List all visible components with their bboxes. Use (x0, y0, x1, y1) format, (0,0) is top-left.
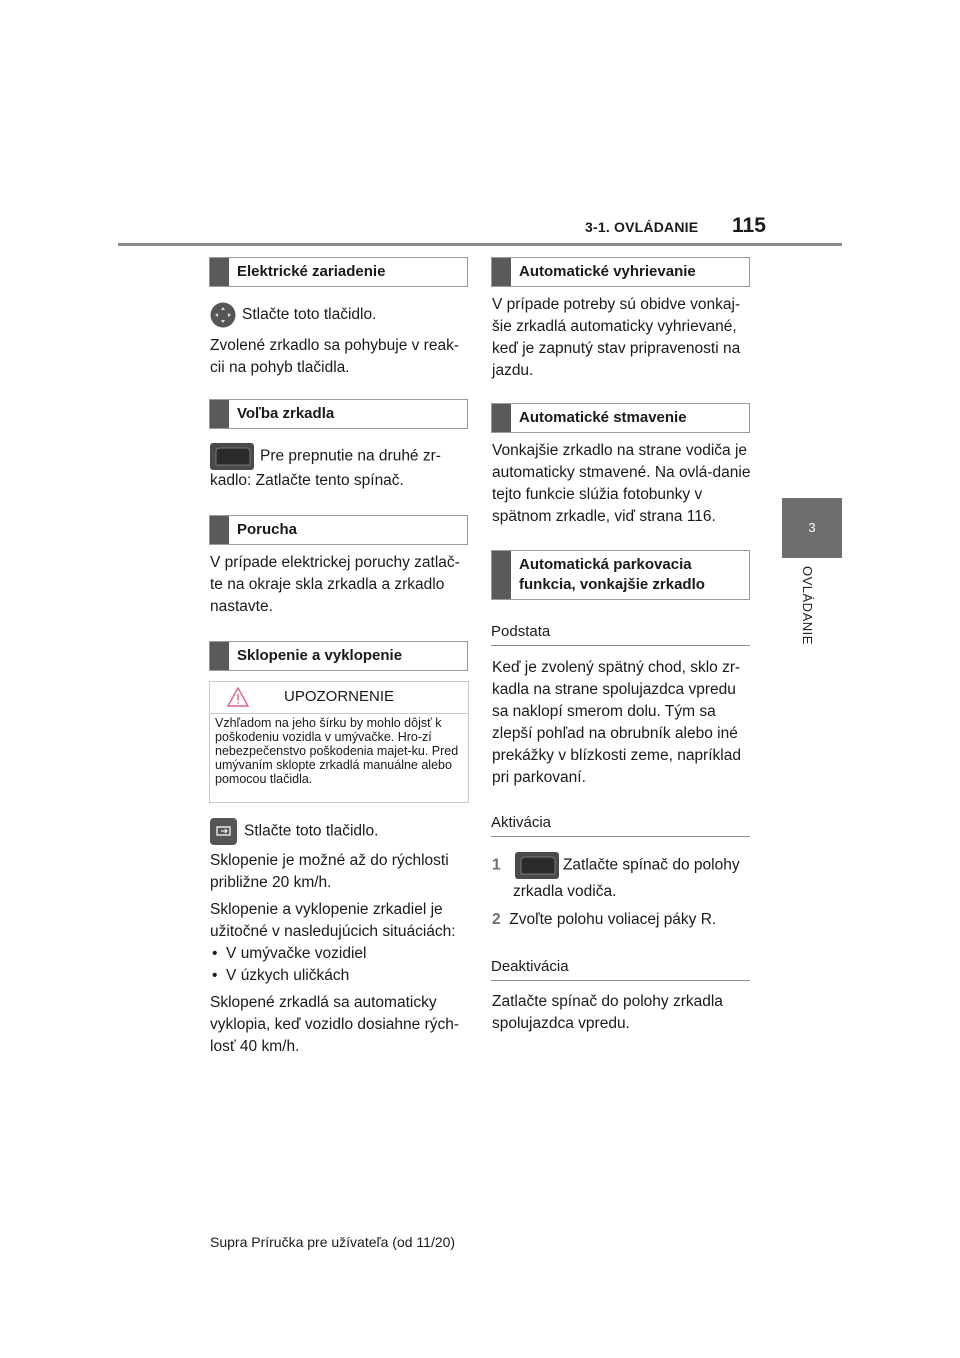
heading-heating (491, 257, 750, 287)
subheading-principle: Podstata (491, 623, 750, 646)
paragraph: Sklopenie a vyklopenie zrkadiel je užitočné v nasledujúcich situáciách: (210, 901, 456, 940)
paragraph: V prípade potreby sú obidve vonkaj-šie zrkadlá automaticky vyhrievané, keď je zapnutý stav pripravenosti na jazdu. (492, 296, 741, 379)
heading-electric (209, 257, 468, 287)
heading-bar (492, 258, 511, 286)
paragraph: Keď je zvolený spätný chod, sklo zr-kadla na strane spolujazdca vpredu sa naklopí smerom dolu. Tým sa zlepší pohľad na obrubník alebo iné prekážky v blízkosti zeme, napríklad pri parkovaní. (492, 659, 741, 786)
paragraph: Zatlačte spínač do polohy zrkadla spolujazdca vpredu. (492, 993, 723, 1032)
list-item: • V úzkych uličkách (212, 967, 350, 984)
heading-bar (492, 551, 511, 599)
list-item: • V umývačke vozidiel (212, 945, 367, 962)
paragraph (210, 818, 472, 845)
warning-box (209, 681, 469, 803)
heading-text: Porucha (237, 521, 298, 538)
heading-folding (209, 641, 468, 671)
mirror-switch-icon (210, 443, 254, 470)
step-number: 1 (492, 856, 501, 874)
page-number: 115 (732, 214, 766, 237)
heading-text: Voľba zrkadla (237, 405, 335, 422)
paragraph: V prípade elektrickej poruchy zatlač-te na okraje skla zrkadla a zrkadlo nastavte. (210, 554, 460, 615)
step-item (492, 909, 754, 931)
warning-text: Vzhľadom na jeho šírku by mohlo dôjsť k poškodeniu vozidla v umývačke. Hro-zí nebezpečenstvo poškodenia majet-ku. Pred umývaním sklopte zrkadlá manuálne alebo pomocou tlačidla. (215, 716, 459, 786)
subheading-activation: Aktivácia (491, 814, 750, 837)
heading-bar (210, 516, 229, 544)
header-divider (118, 243, 842, 246)
paragraph-text: Stlačte toto tlačidlo. (242, 306, 377, 324)
step-text: Zatlačte spínač do polohy (562, 856, 740, 874)
heading-text: Automatické stmavenie (519, 409, 687, 426)
heading-dimming (491, 403, 750, 433)
warning-title: UPOZORNENIE (283, 688, 394, 705)
mirror-joystick-icon (210, 302, 236, 328)
subheading-deactivation: Deaktivácia (491, 958, 750, 981)
heading-bar (210, 258, 229, 286)
footer-text: Supra Príručka pre užívateľa (od 11/20) (210, 1234, 456, 1250)
heading-text: Automatická parkovacia funkcia, vonkajšie zrkadlo (519, 556, 705, 593)
step-text: Zvoľte polohu voliacej páky R. (509, 911, 717, 928)
heading-bar (210, 642, 229, 670)
paragraph: Vonkajšie zrkadlo na strane vodiča je automaticky stmavené. Na ovlá-danie tejto funkcie slúžia fotobunky v spätnom zrkadle, viď strana 116. (492, 442, 751, 525)
paragraph (210, 302, 472, 328)
heading-bar (210, 400, 229, 428)
heading-mirror-select (209, 399, 468, 429)
warning-icon (227, 687, 249, 711)
heading-text: Elektrické zariadenie (237, 263, 386, 280)
chapter-tab: 3 (782, 498, 842, 558)
heading-parking (491, 550, 750, 600)
mirror-switch-icon (515, 852, 559, 879)
step-item (492, 852, 754, 879)
list-item-text: V umývačke vozidiel (226, 945, 367, 962)
paragraph (210, 443, 472, 470)
fold-mirror-icon (210, 818, 237, 845)
heading-text: Automatické vyhrievanie (519, 263, 696, 280)
paragraph: Sklopené zrkadlá sa automaticky vyklopia, keď vozidlo dosiahne rých-losť 40 km/h. (210, 994, 460, 1055)
heading-bar (492, 404, 511, 432)
paragraph-text: Stlačte toto tlačidlo. (244, 822, 379, 840)
paragraph: Zvolené zrkadlo sa pohybuje v reak-cii na pohyb tlačidla. (210, 337, 459, 376)
chapter-label: OVLÁDANIE (800, 566, 815, 645)
paragraph: kadlo: Zatlačte tento spínač. (210, 472, 404, 489)
warning-divider (210, 713, 468, 714)
warning-title-row (210, 688, 468, 705)
section-label: 3-1. OVLÁDANIE (585, 219, 699, 235)
step-text-cont: zrkadla vodiča. (513, 883, 617, 900)
list-item-text: V úzkych uličkách (226, 967, 350, 984)
step-number: 2 (492, 911, 501, 928)
paragraph: Sklopenie je možné až do rýchlosti približne 20 km/h. (210, 852, 449, 891)
heading-text: Sklopenie a vyklopenie (237, 647, 403, 664)
paragraph-text: Pre prepnutie na druhé zr- (260, 447, 441, 465)
heading-fault (209, 515, 468, 545)
